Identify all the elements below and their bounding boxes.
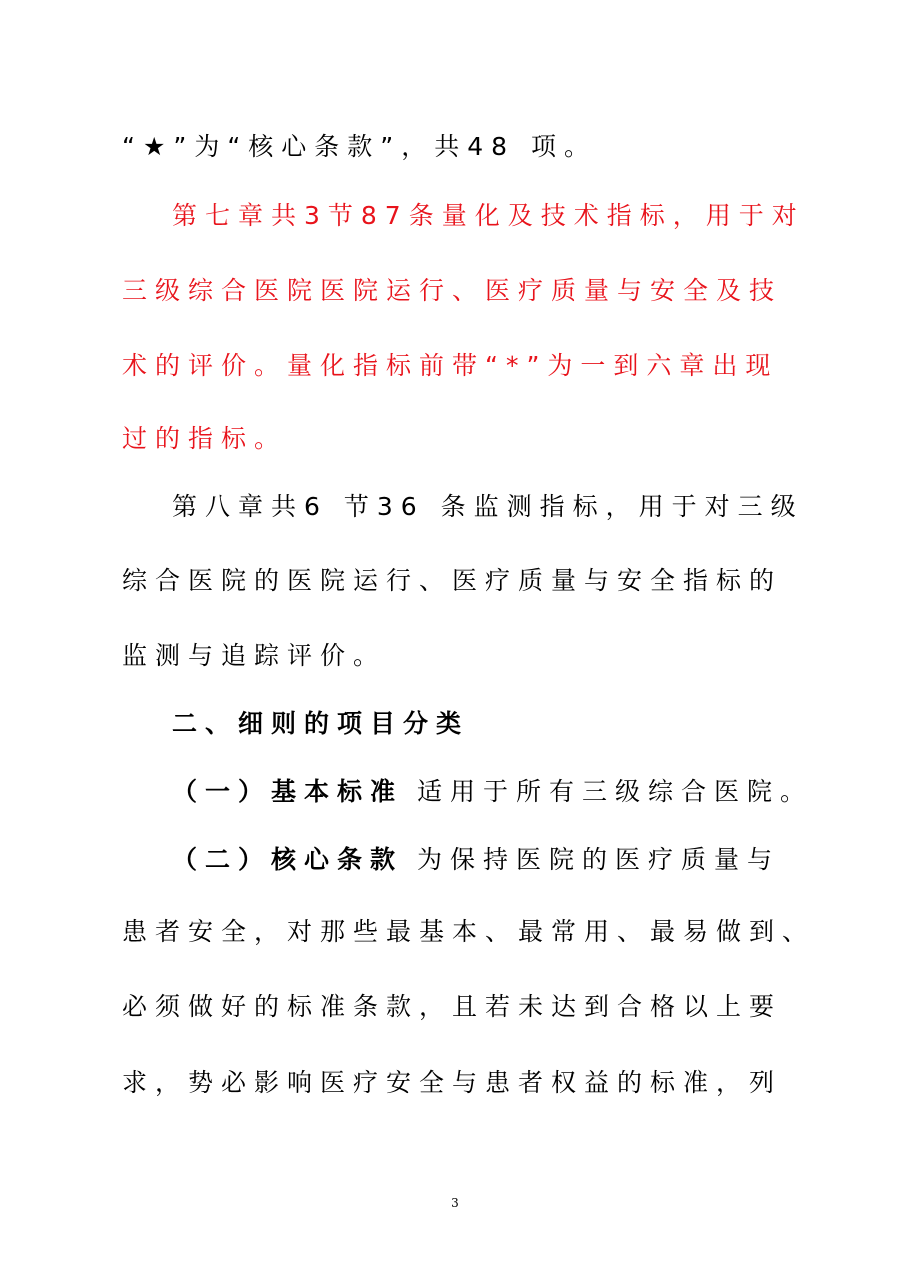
item-basic-standard xyxy=(172,777,813,807)
section-heading-item-classification: 二、细则的项目分类 xyxy=(172,709,470,738)
page-number: 3 xyxy=(451,1196,459,1210)
paragraph-chapter-7-line-3: 术的评价。量化指标前带“*”为一到六章出现 xyxy=(122,351,779,380)
paragraph-chapter-7-line-2: 三级综合医院医院运行、医疗质量与安全及技 xyxy=(122,276,783,305)
item-basic-standard-label: （一）基本标准 xyxy=(172,777,404,806)
paragraph-chapter-7-line-1: 第七章共3节87条量化及技术指标，用于对 xyxy=(172,201,805,230)
paragraph-chapter-8-line-1: 第八章共6 节36 条监测指标，用于对三级 xyxy=(172,492,804,521)
paragraph-chapter-8-line-2: 综合医院的医院运行、医疗质量与安全指标的 xyxy=(122,566,783,595)
paragraph-chapter-7-line-4: 过的指标。 xyxy=(122,424,288,453)
item-core-clause-text: 为保持医院的医疗质量与 xyxy=(417,845,781,874)
item-core-clause-label: （二）核心条款 xyxy=(172,845,404,874)
item-basic-standard-text: 适用于所有三级综合医院。 xyxy=(417,777,814,806)
paragraph-chapter-8-line-3: 监测与追踪评价。 xyxy=(122,641,387,670)
paragraph-core-clause-line-3: 必须做好的标准条款，且若未达到合格以上要 xyxy=(122,992,783,1021)
paragraph-core-clause-line-2: 患者安全，对那些最基本、最常用、最易做到、 xyxy=(122,917,816,946)
paragraph-core-clause-count: “★”为“核心条款”，共48 项。 xyxy=(122,132,597,161)
item-core-clause xyxy=(172,845,780,875)
paragraph-core-clause-line-4: 求，势必影响医疗安全与患者权益的标准，列 xyxy=(122,1068,783,1097)
